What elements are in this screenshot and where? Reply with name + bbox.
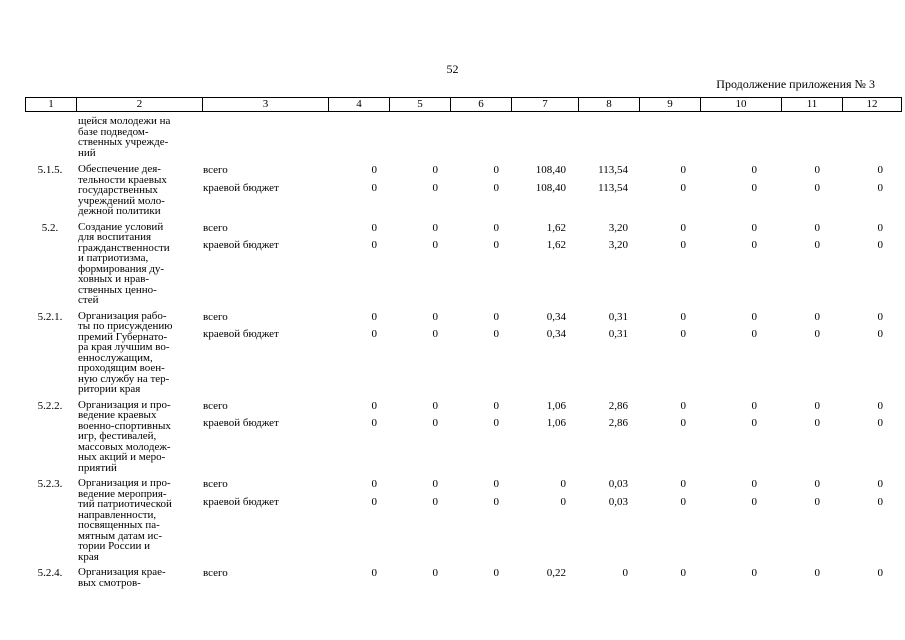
description-line: ра края лучшим во- <box>78 341 170 353</box>
value-cell: 0 <box>877 567 883 579</box>
value-cell: 0 <box>751 181 757 194</box>
description-line: вых смотров- <box>78 576 141 589</box>
value-cell: 113,54 <box>598 164 628 176</box>
value-cell: 0 <box>680 399 686 412</box>
value-cell: 0 <box>877 239 883 251</box>
value-cell: 0 <box>432 181 438 194</box>
description-line: ную службу на тер- <box>78 372 170 385</box>
description-line: ственных учрежде- <box>78 136 169 148</box>
description-line: края <box>78 550 99 563</box>
value-cell: 0 <box>814 239 820 251</box>
description-line: мятным датам ис- <box>78 529 162 542</box>
value-cell: 0 <box>751 495 757 508</box>
header-row <box>26 98 902 112</box>
description-line: стей <box>78 294 99 306</box>
description-line: ритории края <box>78 383 141 395</box>
header-cell-1: 1 <box>26 98 77 112</box>
value-cell: 0 <box>371 239 377 251</box>
value-cell: 0 <box>877 164 883 176</box>
description-line: Организация рабо- <box>78 309 167 322</box>
funding-source: краевой бюджет <box>203 328 279 340</box>
value-cell: 0 <box>371 164 377 176</box>
value-cell: 0 <box>493 328 499 340</box>
value-cell: 0 <box>814 328 820 340</box>
value-cell: 1,62 <box>546 221 566 234</box>
value-cell: 0 <box>814 567 820 579</box>
header-cell-5: 5 <box>390 98 451 112</box>
row-description <box>78 478 200 562</box>
description-line: ведение мероприя- <box>78 487 167 500</box>
description-line: тий патриотической <box>78 498 172 510</box>
value-cell: 0 <box>751 478 757 490</box>
header-cell-4: 4 <box>329 98 390 112</box>
funding-source: краевой бюджет <box>203 417 279 429</box>
value-cell: 0 <box>680 310 686 323</box>
row-number: 5.2.2. <box>37 399 63 412</box>
value-cell: 0 <box>560 478 566 490</box>
value-cell: 0 <box>814 221 820 234</box>
value-cell: 0 <box>751 417 757 429</box>
value-cell: 0 <box>371 181 377 194</box>
description-line: ведение краевых <box>78 409 157 421</box>
value-cell: 0 <box>751 567 757 579</box>
row-number: 5.2.4. <box>37 567 63 579</box>
row-description <box>78 567 200 588</box>
value-cell: 0,31 <box>608 310 628 323</box>
header-cell-12: 12 <box>843 98 902 112</box>
funding-source: краевой бюджет <box>203 181 279 194</box>
value-cell: 0 <box>371 310 377 323</box>
description-line: Создание условий <box>78 220 164 233</box>
description-line: ний <box>78 146 96 159</box>
description-line: направленности, <box>78 508 157 521</box>
value-cell: 0 <box>680 221 686 234</box>
value-cell: 0 <box>493 417 499 429</box>
value-cell: 3,20 <box>608 221 628 234</box>
value-cell: 0 <box>371 495 377 508</box>
value-cell: 0 <box>877 478 883 490</box>
value-cell: 0 <box>432 239 438 251</box>
value-cell: 0 <box>814 310 820 323</box>
description-line: ты по присуждению <box>78 320 173 332</box>
row-number: 5.2. <box>41 221 59 234</box>
row-description <box>78 400 200 474</box>
page-number: 52 <box>446 62 459 76</box>
description-line: тельности краевых <box>78 173 167 186</box>
value-cell: 0 <box>751 221 757 234</box>
value-cell: 0 <box>680 164 686 176</box>
value-cell: 0,34 <box>546 310 566 323</box>
row-number: 5.2.1. <box>37 310 63 323</box>
value-cell: 0 <box>432 399 438 412</box>
description-line: посвященных па- <box>78 519 160 531</box>
value-cell: 0 <box>493 478 499 490</box>
value-cell: 0,03 <box>608 478 628 490</box>
row-description <box>78 222 200 306</box>
value-cell: 0 <box>680 478 686 490</box>
description-line: массовых молодеж- <box>78 440 171 453</box>
description-line: и патриотизма, <box>78 252 149 264</box>
value-cell: 0 <box>877 399 883 412</box>
value-cell: 0 <box>680 181 686 194</box>
value-cell: 0 <box>371 399 377 412</box>
value-cell: 0 <box>751 239 757 251</box>
value-cell: 0 <box>680 495 686 508</box>
funding-source: всего <box>203 399 228 412</box>
row-number: 5.2.3. <box>37 478 63 490</box>
appendix-continuation-label: Продолжение приложения № 3 <box>716 77 875 91</box>
header-cell-11: 11 <box>782 98 843 112</box>
value-cell: 0 <box>432 567 438 579</box>
description-line: ственных ценно- <box>78 283 157 296</box>
description-line: игр, фестивалей, <box>78 430 157 442</box>
value-cell: 0 <box>622 567 628 579</box>
value-cell: 0 <box>371 478 377 490</box>
value-cell: 0 <box>877 181 883 194</box>
value-cell: 0 <box>814 181 820 194</box>
value-cell: 0 <box>493 181 499 194</box>
value-cell: 0 <box>432 328 438 340</box>
value-cell: 113,54 <box>598 181 628 194</box>
value-cell: 0 <box>493 310 499 323</box>
funding-source: краевой бюджет <box>203 239 279 251</box>
value-cell: 0 <box>432 478 438 490</box>
value-cell: 0 <box>877 328 883 340</box>
value-cell: 0 <box>814 417 820 429</box>
value-cell: 0 <box>432 164 438 176</box>
header-cell-9: 9 <box>640 98 701 112</box>
value-cell: 0 <box>814 399 820 412</box>
value-cell: 0 <box>680 417 686 429</box>
funding-source: всего <box>203 310 228 323</box>
description-line: дежной политики <box>78 205 161 217</box>
value-cell: 1,62 <box>546 239 566 251</box>
header-cell-7: 7 <box>512 98 579 112</box>
value-cell: 0 <box>493 567 499 579</box>
value-cell: 0 <box>560 495 566 508</box>
funding-source: всего <box>203 221 228 234</box>
value-cell: 0 <box>877 417 883 429</box>
value-cell: 0 <box>493 495 499 508</box>
value-cell: 0 <box>493 221 499 234</box>
value-cell: 2,86 <box>608 417 628 429</box>
value-cell: 0 <box>371 417 377 429</box>
description-line: приятий <box>78 461 117 474</box>
funding-source: всего <box>203 164 228 176</box>
description-line: военно-спортивных <box>78 419 171 432</box>
value-cell: 2,86 <box>608 399 628 412</box>
value-cell: 0,34 <box>546 328 566 340</box>
value-cell: 0 <box>814 495 820 508</box>
description-line: Обеспечение дея- <box>78 163 161 175</box>
header-cell-2: 2 <box>77 98 203 112</box>
value-cell: 0 <box>493 164 499 176</box>
value-cell: 108,40 <box>535 164 566 176</box>
row-description <box>78 116 200 158</box>
value-cell: 0 <box>751 399 757 412</box>
value-cell: 0 <box>432 495 438 508</box>
row-number: 5.1.5. <box>37 164 63 176</box>
description-line: формирования ду- <box>78 262 165 275</box>
value-cell: 0 <box>751 310 757 323</box>
row-description <box>78 311 200 395</box>
row-description <box>78 164 200 217</box>
description-line: премий Губернато- <box>78 330 168 343</box>
value-cell: 108,40 <box>535 181 566 194</box>
value-cell: 0 <box>680 567 686 579</box>
value-cell: 3,20 <box>608 239 628 251</box>
funding-source: краевой бюджет <box>203 495 279 508</box>
value-cell: 0 <box>751 328 757 340</box>
description-line: ховных и нрав- <box>78 273 150 285</box>
value-cell: 0 <box>432 417 438 429</box>
description-line: учреждений моло- <box>78 194 165 207</box>
value-cell: 0 <box>371 567 377 579</box>
header-cell-6: 6 <box>451 98 512 112</box>
value-cell: 0 <box>877 495 883 508</box>
description-line: базе подведом- <box>78 125 149 138</box>
value-cell: 0 <box>493 399 499 412</box>
table-header <box>25 97 902 112</box>
value-cell: 0,22 <box>546 567 566 579</box>
description-line: тории России и <box>78 540 150 552</box>
value-cell: 1,06 <box>546 417 566 429</box>
value-cell: 0,31 <box>608 328 628 340</box>
description-line: Организация крае- <box>78 566 166 578</box>
value-cell: 0 <box>877 221 883 234</box>
description-line: щейся молодежи на <box>78 115 171 127</box>
value-cell: 0 <box>371 221 377 234</box>
description-line: Организация и про- <box>78 477 171 489</box>
header-cell-3: 3 <box>203 98 329 112</box>
value-cell: 0 <box>493 239 499 251</box>
value-cell: 0 <box>432 310 438 323</box>
description-line: ных акций и меро- <box>78 451 166 463</box>
description-line: проходящим воен- <box>78 362 165 374</box>
value-cell: 0 <box>814 478 820 490</box>
description-line: государственных <box>78 184 158 196</box>
value-cell: 0 <box>877 310 883 323</box>
value-cell: 1,06 <box>546 399 566 412</box>
funding-source: всего <box>203 567 228 579</box>
header-cell-8: 8 <box>579 98 640 112</box>
value-cell: 0 <box>680 239 686 251</box>
header-cell-10: 10 <box>701 98 782 112</box>
value-cell: 0 <box>371 328 377 340</box>
value-cell: 0 <box>680 328 686 340</box>
description-line: для воспитания <box>78 231 152 243</box>
funding-source: всего <box>203 478 228 490</box>
value-cell: 0 <box>432 221 438 234</box>
value-cell: 0,03 <box>608 495 628 508</box>
value-cell: 0 <box>814 164 820 176</box>
description-line: еннослужащим, <box>78 351 153 364</box>
description-line: гражданственности <box>78 241 170 254</box>
value-cell: 0 <box>751 164 757 176</box>
description-line: Организация и про- <box>78 398 171 411</box>
